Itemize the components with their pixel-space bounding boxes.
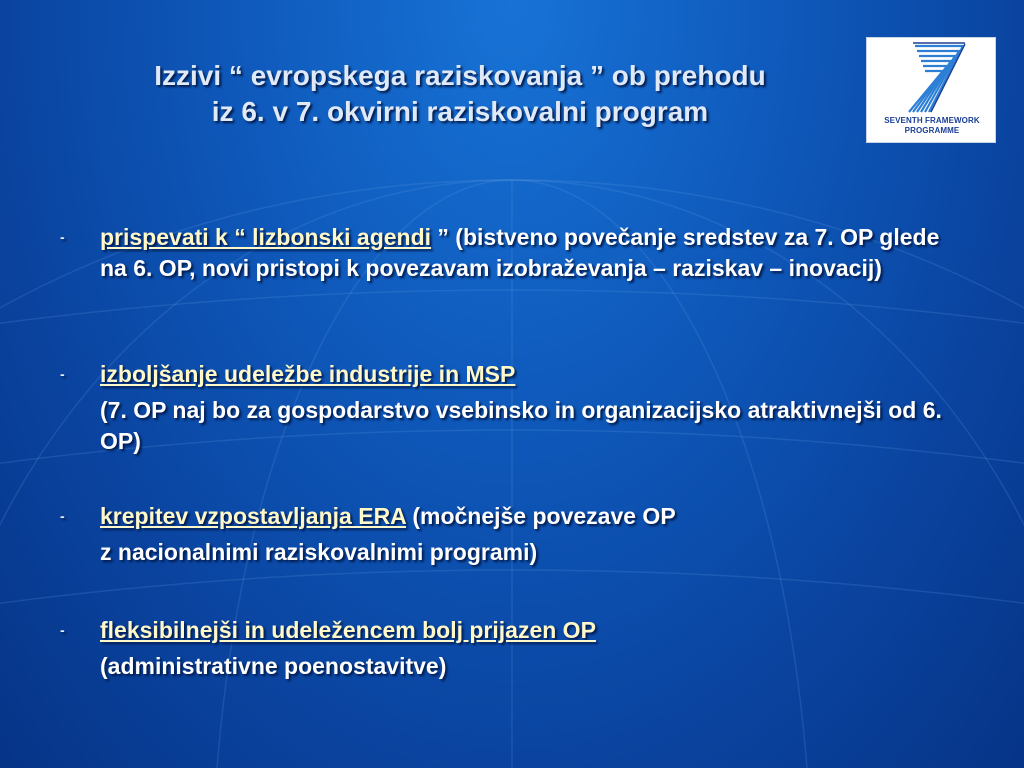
logo-text-line-2: PROGRAMME	[904, 126, 960, 135]
bullet-text-inline: (močnejše povezave OP	[405, 503, 676, 529]
bullet-text: (7. OP naj bo za gospodarstvo vsebinsko in organizacijsko atraktivnejši od 6. OP)	[100, 397, 942, 454]
list-item	[60, 222, 960, 284]
title-line-1: Izzivi “ evropskega raziskovanja ” ob prehodu	[154, 60, 766, 91]
seven-stripes-icon	[867, 38, 995, 116]
list-item	[60, 615, 596, 682]
bullet-text: z nacionalnimi raziskovalnimi programi)	[100, 539, 538, 565]
bullet-link-era[interactable]: krepitev vzpostavljanja ERA	[100, 503, 406, 529]
bullet-text: (administrativne poenostavitve)	[100, 653, 447, 679]
bullet-marker: -	[60, 229, 65, 245]
bullet-link-fleksibilnejsi-op[interactable]: fleksibilnejši in udeležencem bolj prijazen OP	[100, 617, 596, 643]
logo-text-line-1: SEVENTH FRAMEWORK	[884, 116, 980, 125]
bullet-text: ” (bistveno povečanje sredstev za 7. OP glede na 6. OP, novi pristopi k povezavam izobraževanja – raziskav – inovacij)	[100, 224, 940, 281]
title-line-2: iz 6. v 7. okvirni raziskovalni program	[211, 96, 709, 127]
bullet-marker: -	[60, 622, 65, 638]
slide-title	[40, 58, 880, 130]
bullet-marker: -	[60, 366, 65, 382]
bullet-marker: -	[60, 508, 65, 524]
list-item	[60, 501, 676, 568]
bullet-link-industrija-msp[interactable]: izboljšanje udeležbe industrije in MSP	[100, 361, 516, 387]
bullet-link-lizbonska-agenda[interactable]: prispevati k “ lizbonski agendi	[100, 224, 432, 250]
fp7-logo	[866, 37, 996, 143]
list-item	[60, 359, 960, 457]
